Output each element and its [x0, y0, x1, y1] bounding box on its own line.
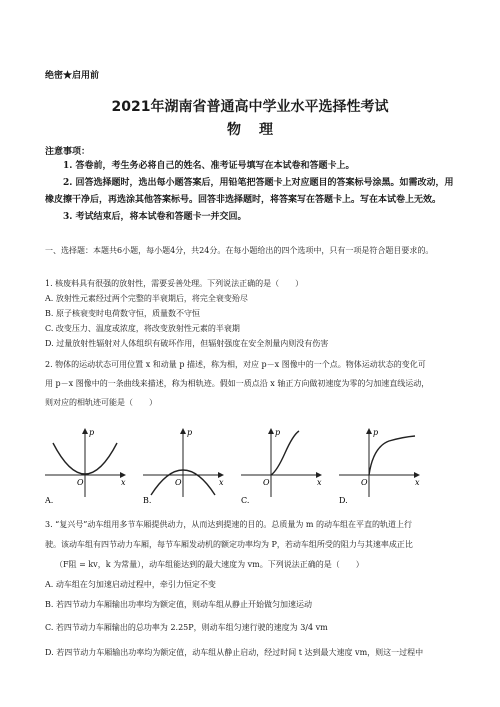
graph-a-p-label: p [89, 428, 95, 437]
q3-line-2: 驶。该动车组有四节动力车厢，每节车厢发动机的额定功率均为 P，若动车组所受的阻力与其速率成正比 [45, 540, 413, 549]
notice-heading: 注意事项： [45, 147, 91, 157]
q2-line-2: 用 p－x 图像中的一条曲线来描述，称为相轨迹。假如一质点沿 x 轴正方向做初速度为零的匀加速直线运动， [45, 379, 430, 388]
q2-graphs [45, 425, 457, 505]
graph-c-curve [271, 431, 299, 475]
graph-b-p-label: p [187, 428, 193, 437]
graph-c-origin: O [263, 478, 270, 487]
q1-option-a: A. 放射性元素经过两个完整的半衰期后，将完全衰变殆尽 [45, 294, 248, 303]
graph-d-label: D. [339, 496, 348, 505]
graph-d-origin: O [361, 478, 368, 487]
graph-d-curve [369, 436, 415, 475]
subject-title: 物理 [227, 122, 291, 138]
q1-option-c: C. 改变压力、温度或浓度，将改变放射性元素的半衰期 [45, 324, 240, 333]
confidential-mark: 绝密★启用前 [45, 71, 100, 81]
exam-title: 2021年湖南省普通高中学业水平选择性考试 [111, 99, 389, 115]
graph-a-label: A. [45, 496, 54, 505]
q1-option-b: B. 原子核衰变时电荷数守恒，质量数不守恒 [45, 309, 200, 318]
question-1 [45, 276, 457, 351]
graph-c-label: C. [241, 496, 250, 505]
section-intro [45, 243, 457, 258]
graph-d-p-label: p [373, 428, 379, 437]
section1-intro: 一、选择题：本题共6小题，每小题4分，共24分。在每小题给出的四个选项中，只有一项是符合题目要求的。 [45, 246, 434, 255]
graph-b [143, 428, 224, 505]
graph-b-origin: O [175, 478, 182, 487]
q1-stem: 1. 核废料具有很强的放射性，需要妥善处理。下列说法正确的是（ ） [45, 279, 304, 288]
q3-line-1: 3. “复兴号”动车组用多节车厢提供动力，从而达到提速的目的。总质量为 m 的动车组在平直的轨道上行 [45, 520, 413, 529]
graph-a-x-label: x [121, 478, 126, 487]
q2-line-1: 2. 物体的运动状态可用位置 x 和动量 p 描述，称为相，对应 p－x 图像中的一个点。物体运动状态的变化可 [45, 360, 426, 369]
q1-option-d: D. 过量放射性辐射对人体组织有破坏作用，但辐射强度在安全剂量内则没有伤害 [45, 339, 329, 348]
notice-item-1: 1. 答卷前，考生务必将自己的姓名、准考证号填写在本试卷和答题卡上。 [63, 161, 355, 171]
graph-d-x-label: x [415, 478, 420, 487]
question-3 [45, 515, 457, 665]
q3-option-a: A. 动车组在匀加速启动过程中，牵引力恒定不变 [45, 580, 216, 589]
q3-option-d: D. 若四节动力车厢输出功率均为额定值，动车组从静止启动，经过时间 t 达到最大速度 vm，则这一过程中 [45, 648, 424, 657]
q3-option-c: C. 若四节动力车厢输出的总功率为 2.25P，则动车组匀速行驶的速度为 3/4 vm [45, 623, 328, 632]
q3-option-b: B. 若四节动力车厢输出功率均为额定值，则动车组从静止开始做匀加速运动 [45, 600, 312, 609]
question-2 [45, 355, 457, 412]
graph-b-x-label: x [219, 478, 224, 487]
graph-a-origin: O [77, 478, 84, 487]
notice-list [45, 158, 457, 226]
notice-item-2: 2. 回答选择题时，选出每小题答案后，用铅笔把答题卡上对应题目的答案标号涂黑。如需改动，用橡皮擦干净后，再选涂其他答案标号。回答非选择题时，将答案写在答题卡上。写在本试卷上无效。 [45, 178, 454, 205]
notice-item-3: 3. 考试结束后，将本试卷和答题卡一并交回。 [63, 212, 247, 222]
graph-c-p-label: p [275, 428, 281, 437]
graph-a [45, 428, 126, 505]
graph-c-x-label: x [317, 478, 322, 487]
q2-line-3: 则对应的相轨迹可能是（ ） [45, 398, 157, 407]
q3-line-3: （F阻 = kv，k 为常量），动车组能达到的最大速度为 vm。下列说法正确的是（ ） [55, 560, 364, 569]
graph-d [339, 428, 420, 505]
graph-c [241, 428, 322, 505]
graph-b-label: B. [143, 496, 152, 505]
